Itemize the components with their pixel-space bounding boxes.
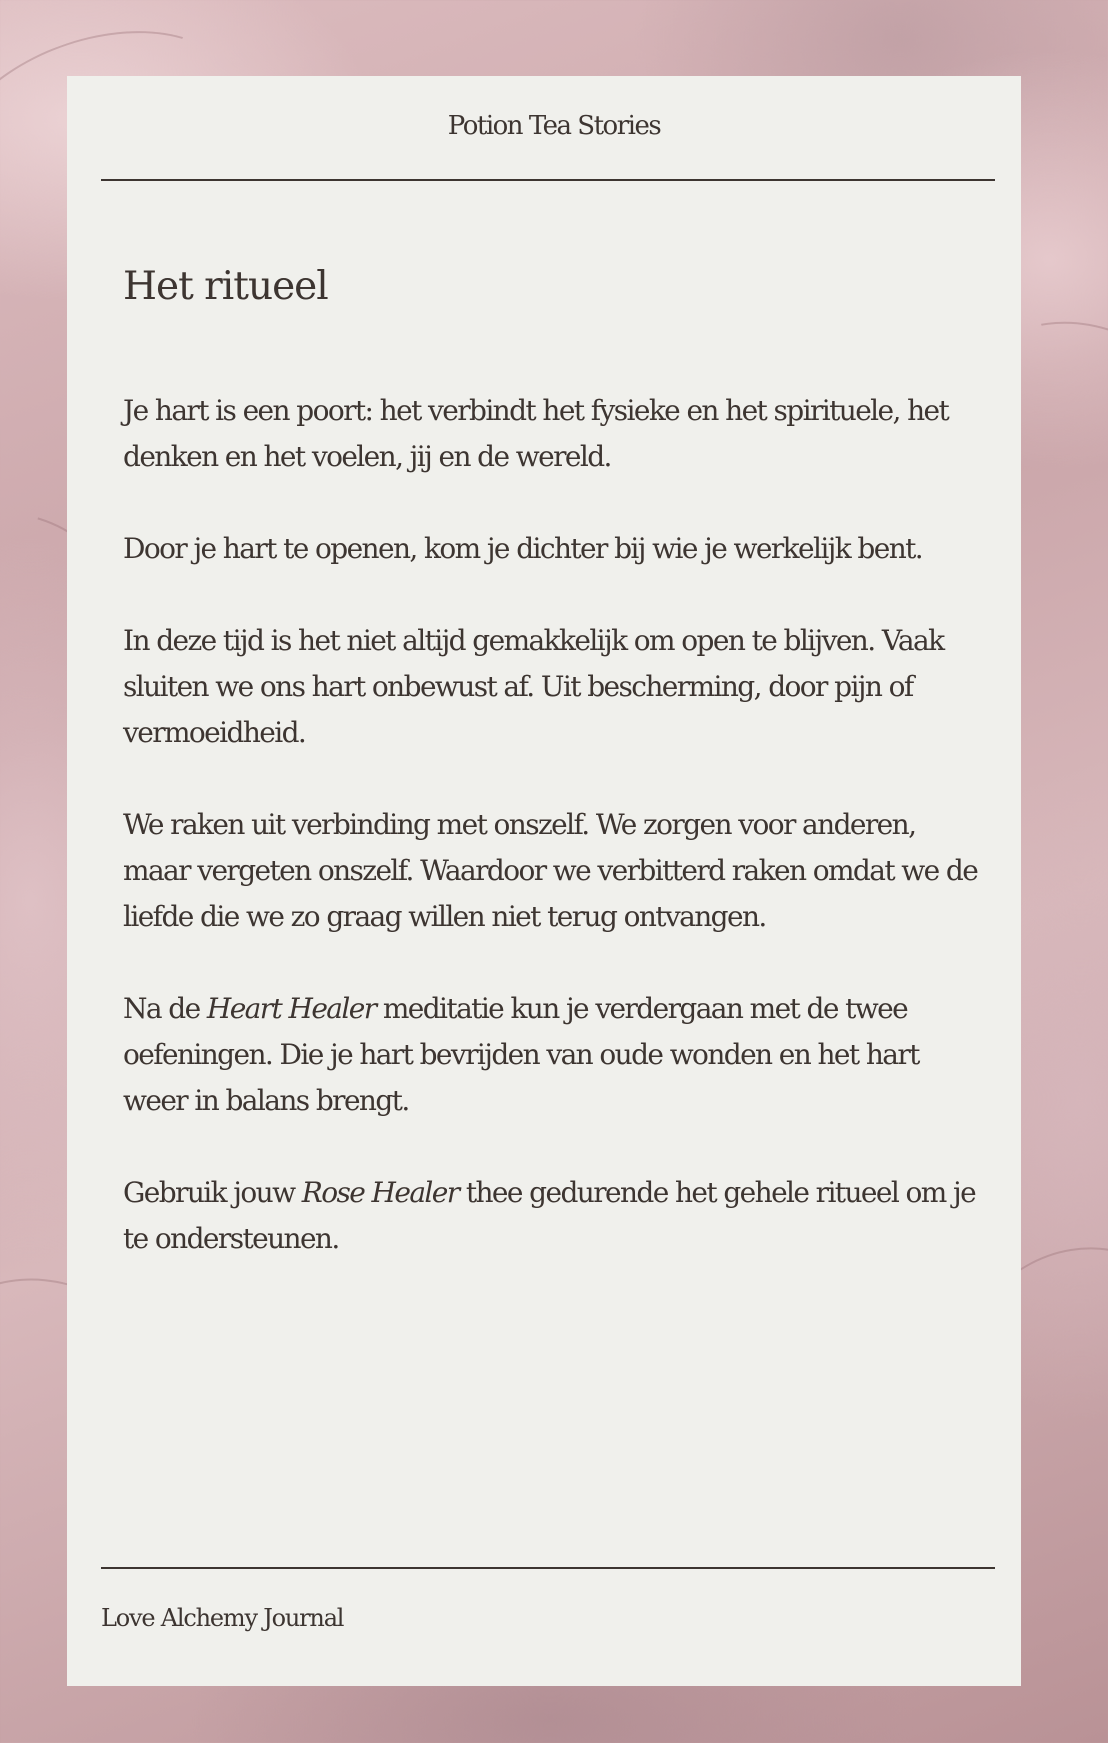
- heart-healer-emphasis: Heart Healer: [206, 992, 376, 1025]
- footer-divider: [101, 1567, 995, 1569]
- paragraph-6: [123, 1170, 983, 1262]
- paragraph-6-text-after: thee gedurende het gehele ritueel om je te ondersteunen.: [123, 1176, 976, 1255]
- paragraph-4: We raken uit verbinding met onszelf. We zorgen voor anderen, maar vergeten onszelf. Waardoor we verbitterd raken omdat we de liefde die we zo graag willen niet terug ontvangen.: [123, 808, 978, 933]
- paragraph-5: [123, 986, 983, 1124]
- page-heading: Het ritueel: [123, 264, 328, 309]
- paragraph-2: Door je hart te openen, kom je dichter bij wie je werkelijk bent.: [123, 532, 923, 565]
- paragraph-3: In deze tijd is het niet altijd gemakkelijk om open te blijven. Vaak sluiten we ons hart onbewust af. Uit bescherming, door pijn of vermoeidheid.: [123, 624, 944, 749]
- brand-title: Potion Tea Stories: [447, 111, 661, 141]
- paragraph-5-text-before: Na de: [123, 992, 207, 1025]
- header-divider: [101, 179, 995, 181]
- footer-title: Love Alchemy Journal: [101, 1604, 344, 1632]
- paragraph-1: Je hart is een poort: het verbindt het fysieke en het spirituele, het denken en het voelen, jij en de wereld.: [123, 394, 949, 473]
- rose-healer-emphasis: Rose Healer: [301, 1176, 459, 1209]
- paragraph-6-text-before: Gebruik jouw: [123, 1176, 302, 1209]
- paragraph-5-text-after: meditatie kun je verdergaan met de twee oefeningen. Die je hart bevrijden van oude wonden en het hart weer in balans brengt.: [123, 992, 919, 1117]
- article-body: [123, 388, 983, 1308]
